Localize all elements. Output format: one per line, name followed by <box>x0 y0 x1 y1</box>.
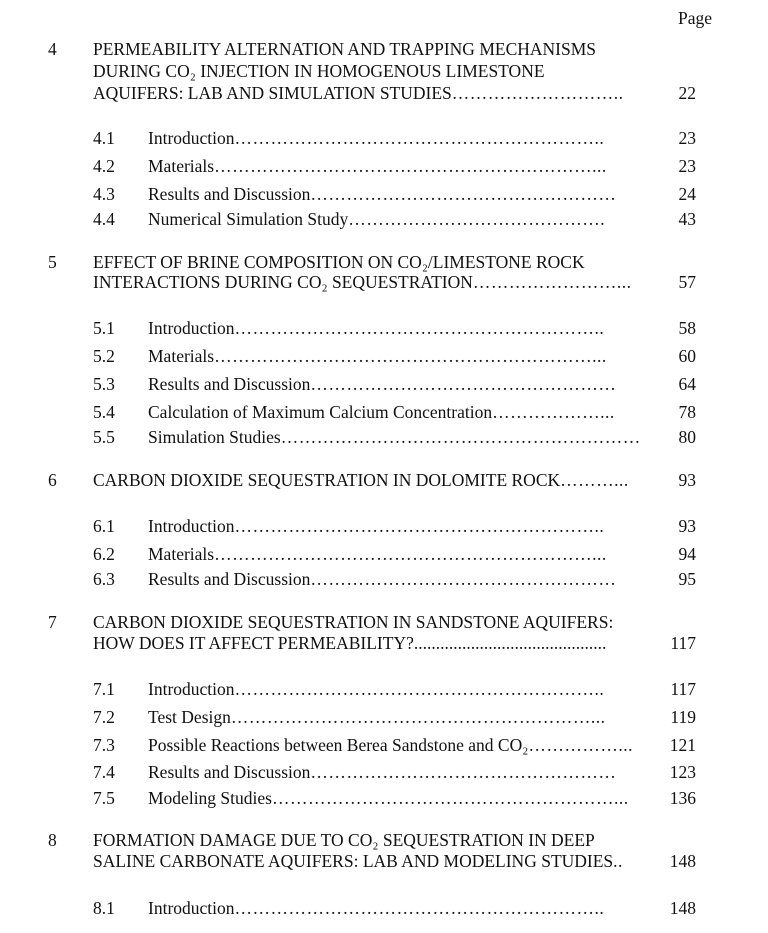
section-number: 7.3 <box>93 735 115 755</box>
section-number: 7.2 <box>93 707 115 727</box>
section-number: 5.1 <box>93 318 115 338</box>
chapter-title-text: INTERACTIONS DURING CO₂ SEQUESTRATION <box>93 272 473 292</box>
section-number: 8.1 <box>93 898 115 918</box>
section-number: 4.1 <box>93 128 115 148</box>
section-title: Introduction…………………………………………………….. <box>148 679 605 699</box>
section-number: 5.3 <box>93 374 115 394</box>
chapter-title-text: SALINE CARBONATE AQUIFERS: LAB AND MODELING STUDIES <box>93 851 614 871</box>
section-page: 93 <box>678 516 696 536</box>
leader-dots: ……………………... <box>472 272 632 292</box>
leader-dots: ………... <box>560 470 629 490</box>
section-page: 94 <box>678 544 696 564</box>
section-title: Numerical Simulation Study……………………………………. <box>148 209 606 229</box>
chapter-title-line: CARBON DIOXIDE SEQUESTRATION IN SANDSTONE AQUIFERS: <box>93 612 614 632</box>
chapter-title-text: HOW DOES IT AFFECT PERMEABILITY? <box>93 633 414 653</box>
section-page: 95 <box>678 569 696 589</box>
chapter-number: 7 <box>48 612 57 632</box>
leader-dots: ……………………….. <box>451 83 624 103</box>
section-number: 7.4 <box>93 762 115 782</box>
section-title: Introduction…………………………………………………….. <box>148 318 605 338</box>
section-page: 43 <box>678 209 696 229</box>
section-number: 4.2 <box>93 156 115 176</box>
section-page: 23 <box>678 128 696 148</box>
section-page: 80 <box>678 427 696 447</box>
chapter-number: 6 <box>48 470 57 490</box>
section-title: Results and Discussion…………………………………………… <box>148 569 617 589</box>
section-page: 60 <box>678 346 696 366</box>
section-title: Results and Discussion…………………………………………… <box>148 762 617 782</box>
chapter-page: 148 <box>669 851 696 871</box>
section-page: 23 <box>678 156 696 176</box>
section-page: 64 <box>678 374 696 394</box>
chapter-page: 93 <box>678 470 696 490</box>
section-title: Results and Discussion…………………………………………… <box>148 374 617 394</box>
page-header-label: Page <box>678 8 713 28</box>
section-page: 121 <box>669 735 696 755</box>
chapter-number: 5 <box>48 252 57 272</box>
section-page: 136 <box>669 788 696 808</box>
section-title: Introduction…………………………………………………….. <box>148 128 605 148</box>
section-title: Calculation of Maximum Calcium Concentration………………... <box>148 402 615 422</box>
leader-dots: .. <box>613 851 623 871</box>
section-title: Introduction…………………………………………………….. <box>148 516 605 536</box>
section-title: Materials………………………………………………………... <box>148 346 607 366</box>
chapter-title-line <box>93 272 632 292</box>
section-number: 4.4 <box>93 209 115 229</box>
chapter-title-text: AQUIFERS: LAB AND SIMULATION STUDIES <box>93 83 452 103</box>
leader-dots: ............................................ <box>413 633 607 653</box>
section-number: 5.5 <box>93 427 115 447</box>
section-title: Results and Discussion…………………………………………… <box>148 184 617 204</box>
section-number: 7.5 <box>93 788 115 808</box>
chapter-title-line <box>93 633 606 653</box>
section-page: 123 <box>669 762 696 782</box>
section-number: 5.4 <box>93 402 115 422</box>
chapter-number: 8 <box>48 830 57 850</box>
chapter-number: 4 <box>48 39 57 59</box>
section-number: 5.2 <box>93 346 115 366</box>
section-page: 24 <box>678 184 696 204</box>
section-title: Materials………………………………………………………... <box>148 156 607 176</box>
chapter-page: 22 <box>678 83 696 103</box>
chapter-page: 57 <box>678 272 696 292</box>
section-title: Introduction…………………………………………………….. <box>148 898 605 918</box>
section-title: Materials………………………………………………………... <box>148 544 607 564</box>
section-title: Possible Reactions between Berea Sandstone and CO₂……………... <box>148 735 633 755</box>
section-title: Test Design……………………………………………………... <box>148 707 606 727</box>
section-page: 78 <box>678 402 696 422</box>
section-number: 4.3 <box>93 184 115 204</box>
chapter-title-line: EFFECT OF BRINE COMPOSITION ON CO₂/LIMESTONE ROCK <box>93 252 585 272</box>
chapter-title-line <box>93 470 629 490</box>
chapter-page: 117 <box>670 633 696 653</box>
chapter-title-line: PERMEABILITY ALTERNATION AND TRAPPING MECHANISMS <box>93 39 597 59</box>
chapter-title-line: FORMATION DAMAGE DUE TO CO₂ SEQUESTRATION IN DEEP <box>93 830 595 850</box>
section-title: Modeling Studies…………………………………………………... <box>148 788 629 808</box>
chapter-title-line: DURING CO₂ INJECTION IN HOMOGENOUS LIMESTONE <box>93 61 545 81</box>
section-number: 6.2 <box>93 544 115 564</box>
section-page: 119 <box>670 707 696 727</box>
chapter-title-line <box>93 83 624 103</box>
chapter-title-line <box>93 851 623 871</box>
section-number: 7.1 <box>93 679 115 699</box>
section-number: 6.1 <box>93 516 115 536</box>
chapter-title-text: CARBON DIOXIDE SEQUESTRATION IN DOLOMITE ROCK <box>93 470 561 490</box>
section-page: 58 <box>678 318 696 338</box>
section-title: Simulation Studies…………………………………………………… <box>148 427 641 447</box>
section-page: 117 <box>670 679 696 699</box>
section-page: 148 <box>669 898 696 918</box>
section-number: 6.3 <box>93 569 115 589</box>
